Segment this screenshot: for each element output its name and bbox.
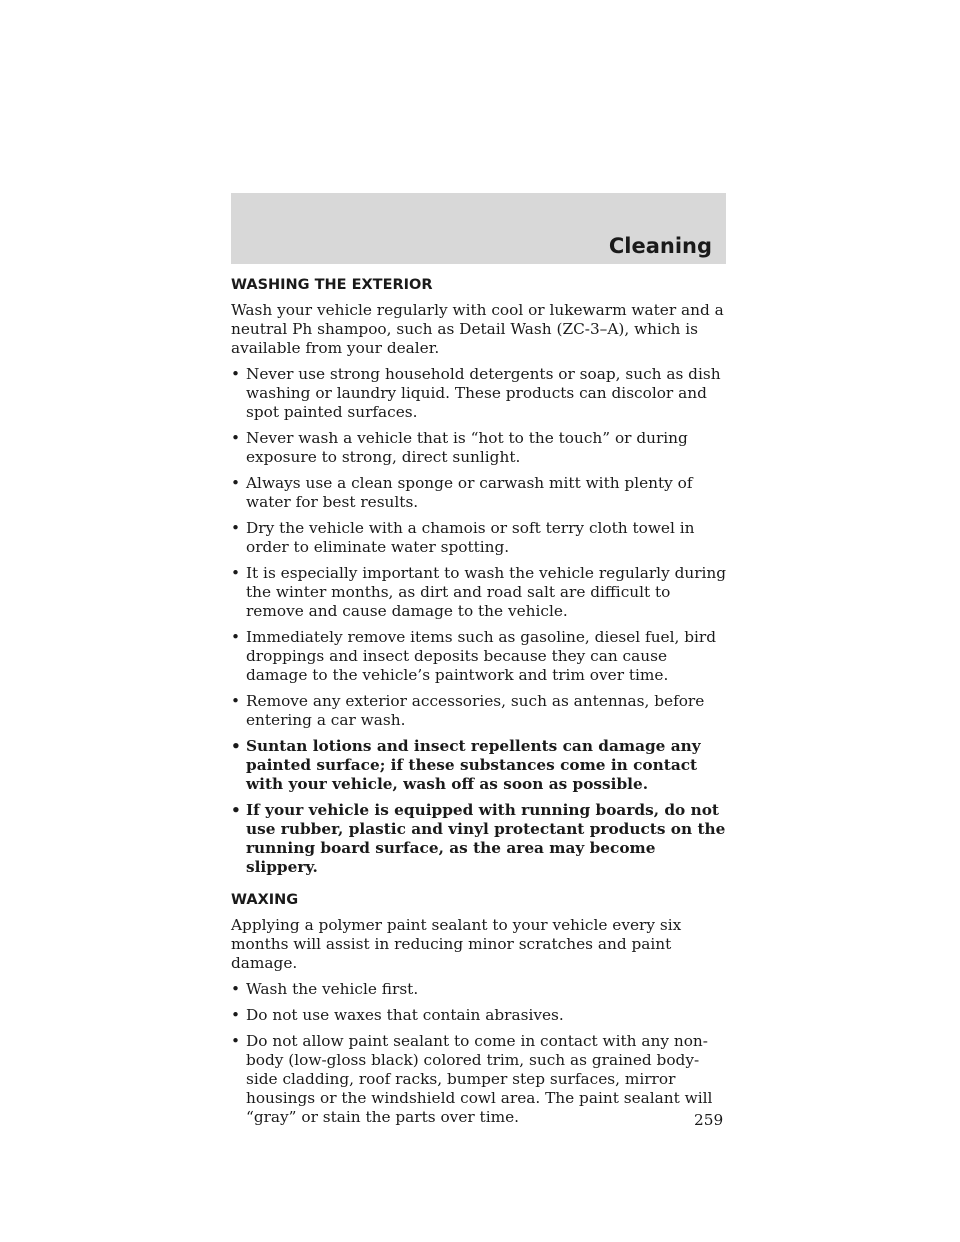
header-band [231, 193, 726, 264]
bullet-icon: • [231, 564, 241, 582]
list-item [231, 1032, 727, 1127]
page-number: 259 [694, 1111, 724, 1129]
washing-list [231, 365, 727, 877]
bullet-icon: • [231, 628, 241, 646]
list-item-text: Do not allow paint sealant to come in contact with any non-body (low-gloss black) colored trim, such as grained body-side cladding, roof racks, bumper step surfaces, mirror housings or the windshield cowl area. The paint sealant will “gray” or stain the parts over time. [246, 1032, 713, 1126]
bullet-icon: • [231, 1032, 241, 1050]
list-item-text: Never wash a vehicle that is “hot to the touch” or during exposure to strong, direct sunlight. [246, 429, 688, 466]
bullet-icon: • [231, 980, 241, 998]
section-heading-washing: WASHING THE EXTERIOR [231, 277, 433, 293]
list-item-text: Suntan lotions and insect repellents can damage any painted surface; if these substances come in contact with your vehicle, wash off as soon as possible. [246, 737, 701, 793]
bullet-icon: • [231, 1006, 241, 1024]
list-item-text: Always use a clean sponge or carwash mitt with plenty of water for best results. [246, 474, 693, 511]
list-item-text: Dry the vehicle with a chamois or soft terry cloth towel in order to eliminate water spotting. [246, 519, 695, 556]
bullet-icon: • [231, 692, 241, 710]
list-item-text: Wash the vehicle first. [246, 980, 419, 998]
list-item-text: Immediately remove items such as gasoline, diesel fuel, bird droppings and insect deposits because they can cause damage to the vehicle’s paintwork and trim over time. [246, 628, 717, 684]
bullet-icon: • [231, 365, 241, 383]
bullet-icon: • [231, 737, 241, 755]
list-item-text: Never use strong household detergents or soap, such as dish washing or laundry liquid. These products can discolor and spot painted surfaces. [246, 365, 721, 421]
list-item [231, 564, 727, 621]
bullet-icon: • [231, 474, 241, 492]
list-item-text: If your vehicle is equipped with running boards, do not use rubber, plastic and vinyl protectant products on the running board surface, as the area may become slippery. [246, 801, 726, 876]
list-item [231, 980, 727, 999]
warning-list-item [231, 737, 727, 794]
list-item [231, 365, 727, 422]
list-item-text: Remove any exterior accessories, such as antennas, before entering a car wash. [246, 692, 705, 729]
list-item-text: Do not use waxes that contain abrasives. [246, 1006, 564, 1024]
list-item [231, 692, 727, 730]
bullet-icon: • [231, 801, 241, 819]
bullet-icon: • [231, 429, 241, 447]
washing-intro: Wash your vehicle regularly with cool or lukewarm water and a neutral Ph shampoo, such as Detail Wash (ZC-3–A), which is available from your dealer. [231, 301, 724, 357]
waxing-list [231, 980, 727, 1127]
bullet-icon: • [231, 519, 241, 537]
list-item-text: It is especially important to wash the vehicle regularly during the winter months, as dirt and road salt are difficult to remove and cause damage to the vehicle. [246, 564, 727, 620]
list-item [231, 628, 727, 685]
list-item [231, 474, 727, 512]
section-heading-waxing: WAXING [231, 892, 299, 908]
list-item [231, 1006, 727, 1025]
chapter-title: Cleaning [608, 234, 712, 258]
page-content [231, 276, 727, 1134]
waxing-intro: Applying a polymer paint sealant to your vehicle every six months will assist in reducing minor scratches and paint damage. [231, 916, 682, 972]
warning-list-item [231, 801, 727, 877]
list-item [231, 429, 727, 467]
list-item [231, 519, 727, 557]
